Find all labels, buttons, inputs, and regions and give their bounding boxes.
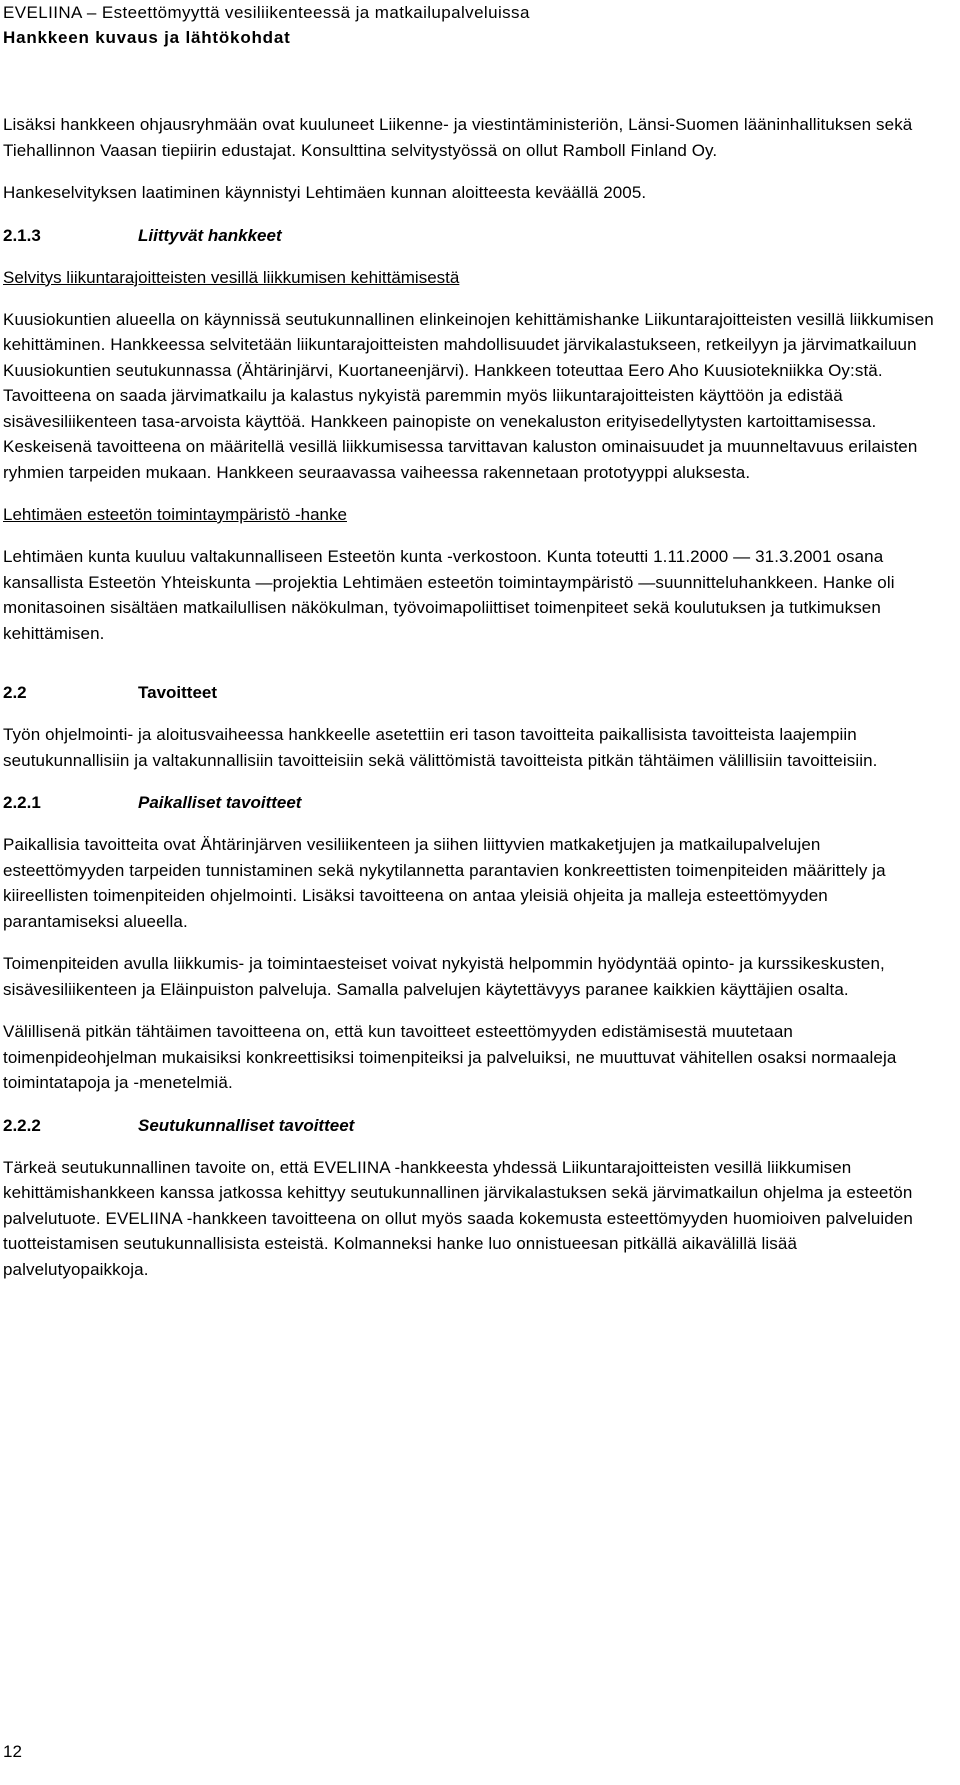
document-body	[3, 112, 946, 1299]
paragraph: Välillisenä pitkän tähtäimen tavoitteena on, että kun tavoitteet esteettömyyden edistämisestä muutetaan toimenpideohjelman mukaisiksi konkreettisiksi toimenpiteiksi ja palveluiksi, ne muuttuvat vähitellen osaksi normaaleja toimintatapoja ja -menetelmiä.	[3, 1022, 897, 1092]
paragraph: Tärkeä seutukunnallinen tavoite on, että EVELIINA -hankkeesta yhdessä Liikuntarajoitteisten vesillä liikkumisen kehittämishankkeen kanssa jatkossa kehittyy seutukunnallinen järvikalastuksen sekä järvimatkailun ohjelma ja esteetön palvelutuote. EVELIINA -hankkeen tavoitteena on ollut myös saada kokemusta esteettömyyden huomioiven palveluiden tuotteistamisen seutukunnallisista esteistä. Kolmanneksi hanke luo onnistueesan pitkällä aikavälillä lisää palvelutyopaikkoja.	[3, 1157, 913, 1279]
running-header	[3, 0, 530, 50]
section-heading-2-1-3	[3, 223, 946, 248]
paragraph: Hankeselvityksen laatiminen käynnistyi Lehtimäen kunnan aloitteesta keväällä 2005.	[3, 183, 647, 202]
section-number: 2.2.1	[3, 793, 41, 812]
section-title: Seutukunnalliset tavoitteet	[138, 1115, 355, 1135]
header-title: EVELIINA – Esteettömyyttä vesiliikenteessä ja matkailupalveluissa	[3, 3, 530, 22]
paragraph: Lisäksi hankkeen ohjausryhmään ovat kuuluneet Liikenne- ja viestintäministeriön, Länsi-Suomen lääninhallituksen sekä Tiehallinnon Vaasan tiepiirin edustajat. Konsulttina selvitystyössä on ollut Ramboll Finland Oy.	[3, 115, 913, 160]
paragraph: Paikallisia tavoitteita ovat Ähtärinjärven vesiliikenteen ja siihen liittyvien matkaketjujen ja matkailupalvelujen esteettömyyden tarpeiden tunnistaminen sekä nykytilannetta parantavien konkreettisten toimenpiteiden määrittely ja kiireellisten toimenpiteiden ohjelmointi. Lisäksi tavoitteena on antaa yleisiä ohjeita ja malleja esteettömyyden parantamiseksi alueella.	[3, 835, 886, 931]
section-heading-2-2-1	[3, 790, 946, 815]
subheading: Lehtimäen esteetön toimintaympäristö -hanke	[3, 505, 347, 524]
paragraph: Lehtimäen kunta kuuluu valtakunnalliseen Esteetön kunta -verkostoon. Kunta toteutti 1.11.2000 — 31.3.2001 osana kansallista Esteetön Yhteiskunta —projektia Lehtimäen esteetön toimintaympäristö —suunnitteluhankkeen. Hanke oli monitasoinen sisältäen matkailullisen näkökulman, työvoimapoliittiset toimenpiteet sekä koulutuksen ja tutkimuksen kehittämisen.	[3, 547, 895, 643]
paragraph: Kuusiokuntien alueella on käynnissä seutukunnallinen elinkeinojen kehittämishanke Liikuntarajoitteisten vesillä liikkumisen kehittäminen. Hankkeessa selvitetään liikuntarajoitteisten mahdollisuudet järvikalastukseen, retkeilyyn ja järvimatkailuun Kuusiokuntien seutukunnassa (Ähtärinjärvi, Kuortaneenjärvi). Hankkeen toteuttaa Eero Aho Kuusiotekniikka Oy:stä. Tavoitteena on saada järvimatkailu ja kalastus nykyistä paremmin myös liikuntarajoitteisten käyttöön ja edistää sisävesiliikenteen tasa-arvoista käyttöä. Hankkeen painopiste on venekaluston erityisedellytysten kartoittamisessa. Keskeisenä tavoitteena on määritellä vesillä liikkumisessa tarvittavan kaluston ominaisuudet ja muunneltavuus erilaisten ryhmien tarpeiden mukaan. Hankkeen seuraavassa vaiheessa rakennetaan prototyyppi aluksesta.	[3, 309, 934, 482]
section-heading-2-2-2	[3, 1113, 946, 1138]
paragraph: Toimenpiteiden avulla liikkumis- ja toimintaesteiset voivat nykyistä helpommin hyödyntää opinto- ja kurssikeskusten, sisävesiliikenteen ja Eläinpuiston palveluja. Samalla palvelujen käytettävyys paranee kaikkien käyttäjien osalta.	[3, 954, 885, 999]
paragraph: Työn ohjelmointi- ja aloitusvaiheessa hankkeelle asetettiin eri tason tavoitteita paikallisista tavoitteista laajempiin seutukunnallisiin ja valtakunnallisiin tavoitteisiin sekä välittömistä tavoitteista pitkän tähtäimen välillisiin tavoitteisiin.	[3, 725, 878, 770]
subheading: Selvitys liikuntarajoitteisten vesillä liikkumisen kehittämisestä	[3, 267, 460, 287]
section-title: Paikalliset tavoitteet	[138, 793, 302, 812]
page-number: 12	[3, 1742, 22, 1761]
section-title: Tavoitteet	[138, 683, 218, 702]
section-number: 2.2.2	[3, 1115, 41, 1135]
section-title: Liittyvät hankkeet	[138, 225, 282, 245]
header-subtitle: Hankkeen kuvaus ja lähtökohdat	[3, 28, 291, 47]
section-heading-2-2	[3, 680, 946, 705]
section-number: 2.2	[3, 683, 27, 702]
section-number: 2.1.3	[3, 225, 41, 245]
